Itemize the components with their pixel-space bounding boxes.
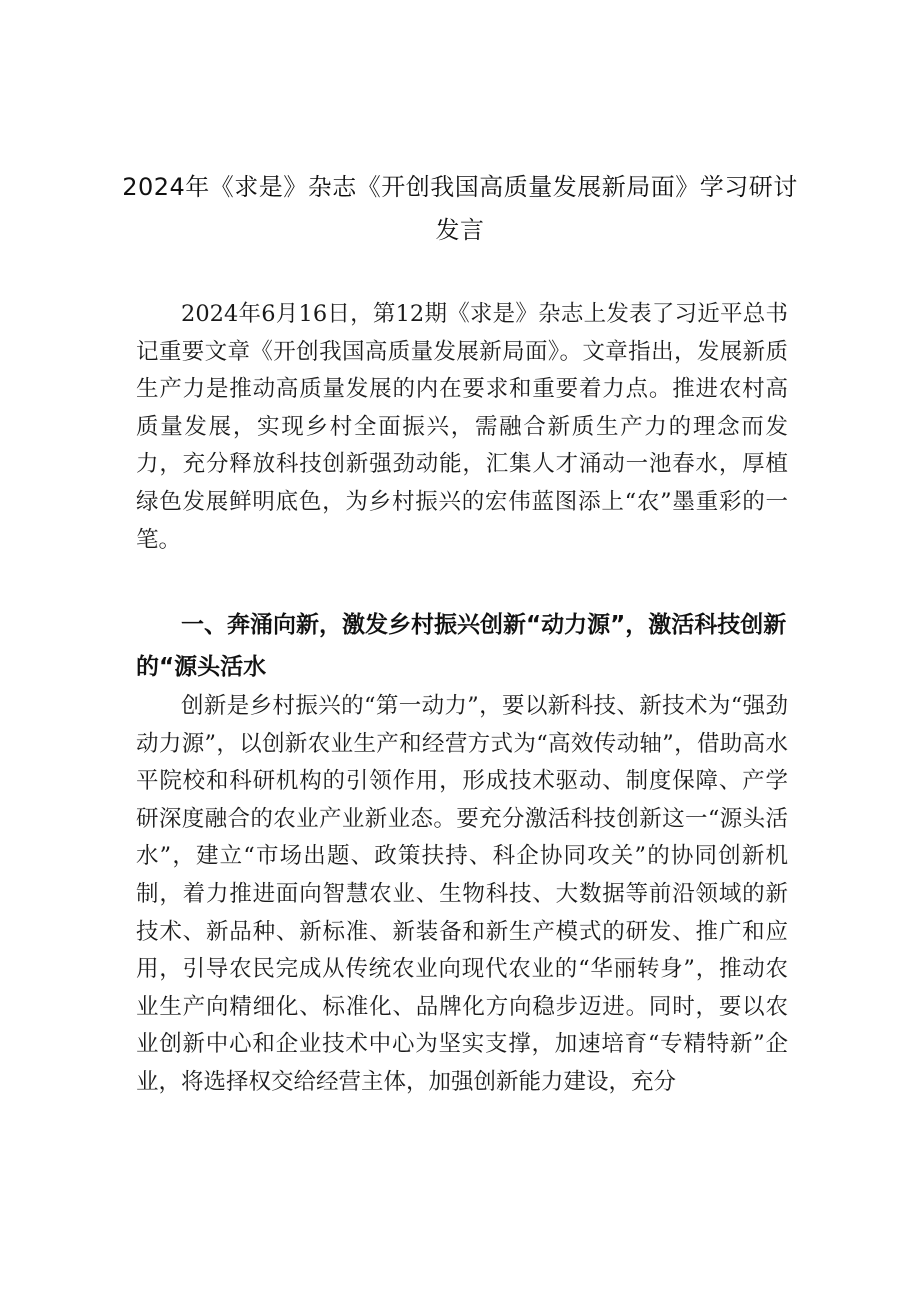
section-1-paragraph: 创新是乡村振兴的“第一动力”，要以新科技、新技术为“强劲动力源”，以创新农业生产和经营方式为“高效传动轴”，借助高水平院校和科研机构的引领作用，形成技术驱动、制度保障、产学研深度融合的农业产业新业态。要充分激活科技创新这一“源头活水”，建立“市场出题、政策扶持、科企协同攻关”的协同创新机制，着力推进面向智慧农业、生物科技、大数据等前沿领域的新技术、新品种、新标准、新装备和新生产模式的研发、推广和应用，引导农民完成从传统农业向现代农业的“华丽转身”，推动农业生产向精细化、标准化、品牌化方向稳步迈进。同时，要以农业创新中心和企业技术中心为坚实支撑，加速培育“专精特新”企业，将选择权交给经营主体，加强创新能力建设，充分 — [136, 693, 788, 1095]
intro-paragraph: 2024年6月16日，第12期《求是》杂志上发表了习近平总书记重要文章《开创我国高质量发展新局面》。文章指出，发展新质生产力是推动高质量发展的内在要求和重要着力点。推进农村高质量发展，实现乡村全面振兴，需融合新质生产力的理念而发力，充分释放科技创新强劲动能，汇集人才涌动一池春水，厚植绿色发展鲜明底色，为乡村振兴的宏伟蓝图添上“农”墨重彩的一笔。 — [136, 301, 788, 553]
document-title: 2024年《求是》杂志《开创我国高质量发展新局面》学习研讨发言 — [122, 173, 798, 244]
section-heading-1: 一、奔涌向新，激发乡村振兴创新“动力源”，激活科技创新的“源头活水 — [136, 612, 787, 680]
